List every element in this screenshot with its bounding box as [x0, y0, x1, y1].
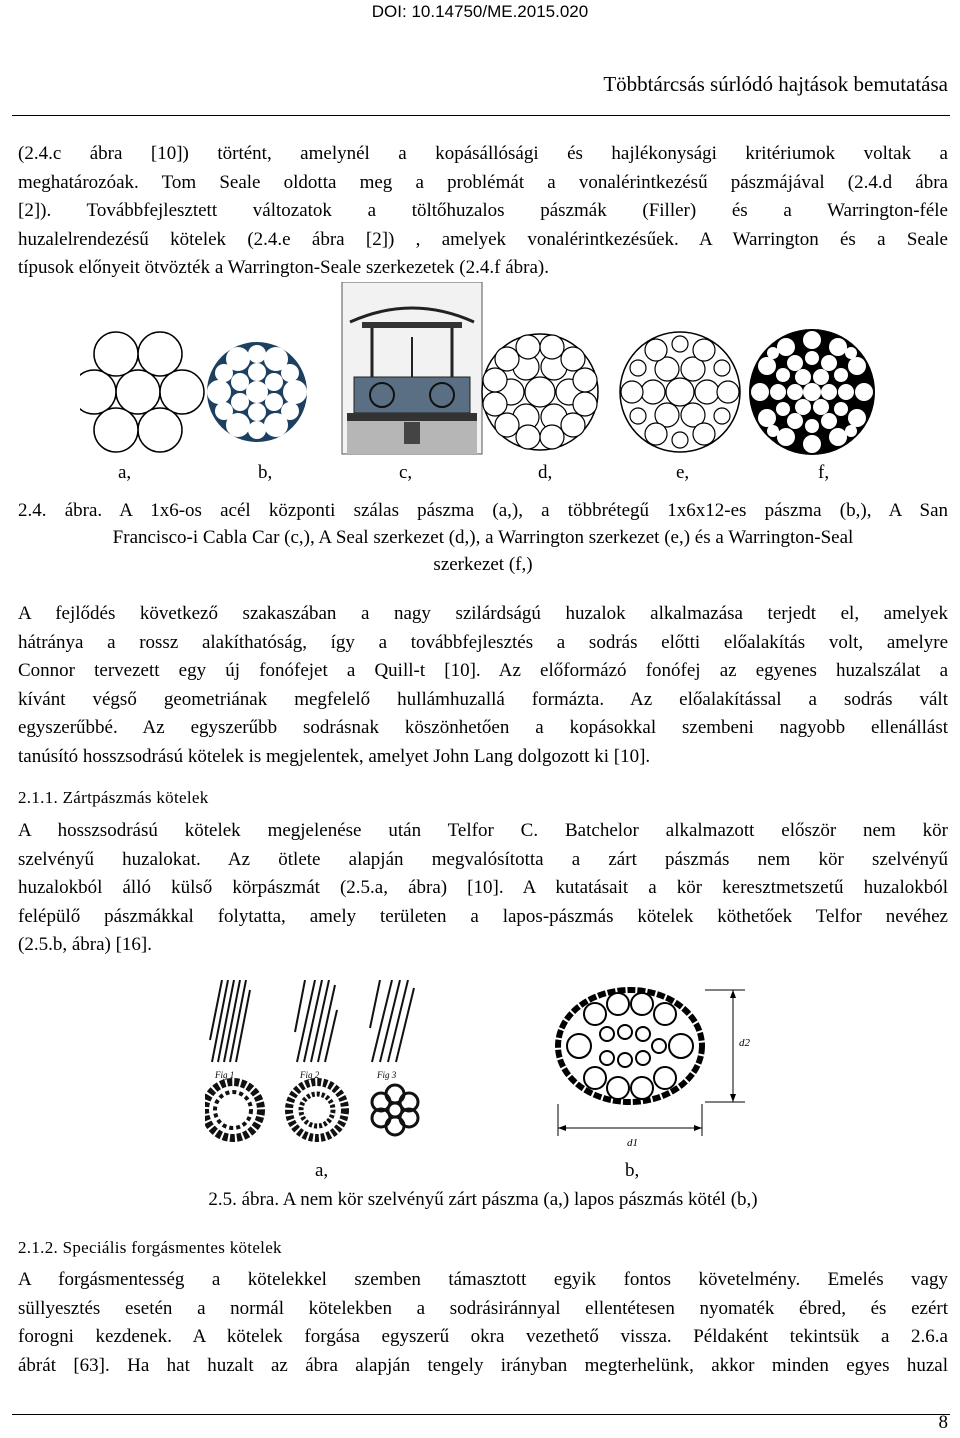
fig-label-3: Fig 3: [377, 1070, 397, 1080]
locked-coil-cross-section-2: [289, 1082, 345, 1138]
strand-e-warrington-diagram: [620, 332, 740, 452]
fig-label-1: Fig 1: [215, 1070, 235, 1080]
paragraph-3: [18, 817, 948, 960]
figure-2-5b-flat-strand-rope-drawing: [545, 976, 765, 1156]
strand-f-warrington-seale-diagram: [749, 329, 875, 455]
doi-header: DOI: 10.14750/ME.2015.020: [371, 2, 589, 21]
section-heading-2-1-1: 2.1.1. Zártpászmás kötelek: [18, 788, 209, 807]
text-line: ábrát [63]. Ha hat huzalt az ábra alapján tengely irányban megterhelünk, akkor minden egyes huzal: [18, 1354, 948, 1376]
text-line: (2.5.b, ábra) [16].: [18, 934, 153, 955]
wire-strand-side-views: [210, 980, 414, 1062]
header-rule: [12, 115, 950, 116]
cable-car-machine-drawing: [342, 282, 482, 454]
text-line: szelvényű huzalokat. Az ötlete alapján megvalósította a zárt pászmás nem kör szelvényű: [18, 848, 948, 870]
sublabel-c: c,: [399, 462, 413, 483]
text-line: kívánt végső geometriának megfelelő hullámhuzallá formázta. Az előalakítással a sodrás vált: [18, 688, 948, 710]
strand-d-seale-diagram: [482, 334, 598, 450]
sublabel-e: e,: [676, 462, 690, 483]
text-line: típusok előnyeit ötvözték a Warrington-Seale szerkezetek (2.4.f ábra).: [18, 257, 549, 278]
section-heading-2-1-2: 2.1.2. Speciális forgásmentes kötelek: [18, 1238, 282, 1257]
caption-line: szerkezet (f,): [433, 554, 533, 575]
text-line: A hosszsodrású kötelek megjelenése után Telfor C. Batchelor alkalmazott először nem kör: [18, 820, 948, 841]
sublabel-d: d,: [538, 462, 553, 483]
text-line: süllyesztés esetén a normál kötelekben a sodrásiránnyal ellentétesen nyomaték ébred, és ezért: [18, 1297, 948, 1319]
text-line: forogni kezdenek. A kötelek forgása egyszerű okra vezethető vissza. Példaként tekintsük a 2.6.a: [18, 1326, 948, 1347]
sublabel-a: a,: [118, 462, 132, 483]
footer-rule: [12, 1414, 950, 1415]
fig-label-2: Fig 2: [300, 1070, 320, 1080]
text-line: A fejlődés következő szakaszában a nagy szilárdságú huzalok alkalmazása terjedt el, amelyek: [18, 603, 948, 624]
strand-b-diagram: [207, 342, 307, 442]
text-line: Connor tervezett egy új fonófejet a Quill-t [10]. Az előformázó fonófej az egyenes huzalszálat a: [18, 660, 948, 681]
figure-2-5a-locked-coil-drawing: [205, 980, 445, 1155]
paragraph-2: [18, 600, 948, 771]
running-title: Többtárcsás súrlódó hajtások bemutatása: [603, 72, 948, 96]
text-line: hátránya a rossz alakíthatóság, így a továbbfejlesztés a sodrás előtti előalakítás volt, amelyre: [18, 631, 948, 653]
figure-2-5-sublabel-b: b,: [625, 1160, 640, 1181]
sublabel-f: f,: [818, 462, 830, 483]
text-line: huzalelrendezésű kötelek (2.4.e ábra [2]) , amelyek vonalérintkezésűek. A Warrington és a Seale: [18, 228, 948, 250]
figure-2-4-caption: [18, 497, 948, 578]
text-line: tanúsító hosszsodrású kötelek is megjelentek, amelyet John Lang dolgozott ki [10].: [18, 745, 651, 767]
page-number: 8: [938, 1412, 948, 1433]
text-line: meghatározóak. Tom Seale oldotta meg a problémát a vonalérintkezésű pászmájával (2.4.d ábra: [18, 171, 948, 193]
text-line: egyszerűbbé. Az egyszerűbb sodrásnak köszönhetően a kopásokkal szembeni nagyobb ellenállást: [18, 717, 948, 738]
text-line: (2.4.c ábra [10]) történt, amelynél a kopásállósági és hajlékonysági kritériumok voltak a: [18, 143, 948, 164]
text-line: A forgásmentesség a kötelekkel szemben támasztott egyik fontos követelmény. Emelés vagy: [18, 1269, 948, 1290]
text-line: huzalokból álló külső körpászmát (2.5.a, ábra) [10]. A kutatásait a kör keresztmetszetű huzalokból: [18, 877, 948, 898]
dimension-d1-label: d1: [627, 1137, 638, 1149]
figure-2-5-sublabel-a: a,: [315, 1160, 329, 1181]
locked-coil-cross-section-1: [205, 1082, 261, 1138]
strand-a-diagram: [80, 332, 204, 452]
dimension-d2-label: d2: [739, 1037, 750, 1049]
figure-2-4-strand-cross-sections: [80, 282, 880, 462]
text-line: felépülő pászmákkal folytatta, amely területen a lapos-pászmás kötelek köthetőek Telfor nevéhez: [18, 905, 948, 927]
paragraph-1: [18, 140, 948, 283]
locked-coil-cross-section-3: [372, 1085, 418, 1135]
text-line: [2]). Továbbfejlesztett változatok a töltőhuzalos pászmák (Filler) és a Warrington-féle: [18, 200, 948, 221]
caption-line: Francisco-i Cabla Car (c,), A Seal szerkezet (d,), a Warrington szerkezet (e,) és a Warrington-Seal: [112, 527, 854, 548]
flat-strand-rope-cross-section: [558, 990, 702, 1102]
caption-line: 2.4. ábra. A 1x6-os acél központi szálas pászma (a,), a többrétegű 1x6x12-es pászma (b,), A San: [18, 500, 948, 521]
paragraph-4: [18, 1266, 948, 1380]
sublabel-b: b,: [258, 462, 273, 483]
figure-2-5-caption: 2.5. ábra. A nem kör szelvényű zárt pászma (a,) lapos pászmás kötél (b,): [208, 1189, 758, 1210]
